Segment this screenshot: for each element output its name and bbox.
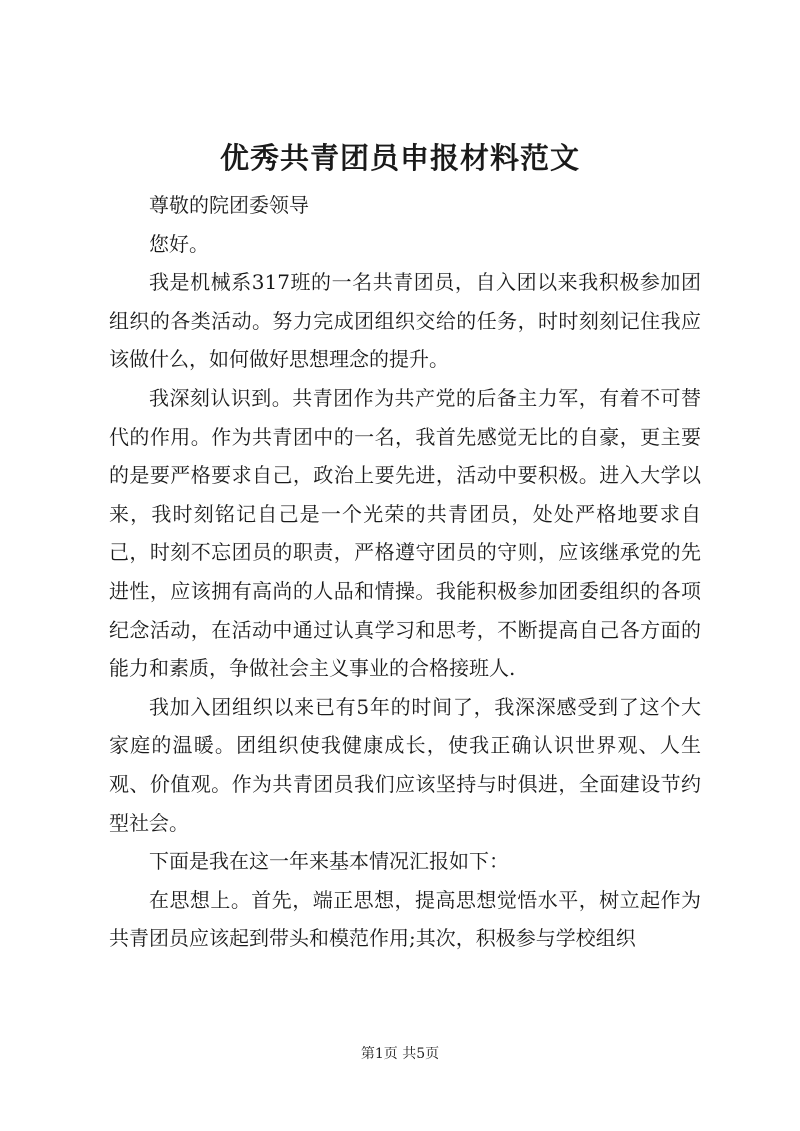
- salutation: 尊敬的院团委领导: [149, 193, 309, 217]
- paragraph-report-intro: 下面是我在这一年来基本情况汇报如下：: [149, 849, 509, 874]
- document-body: [109, 186, 701, 958]
- paragraph-intro: 我是机械系317班的一名共青团员，自入团以来我积极参加团组织的各类活动。努力完成团组织交给的任务，时时刻刻记住我应该做什么，如何做好思想理念的提升。: [109, 270, 701, 372]
- paragraph-understanding: 我深刻认识到。共青团作为共产党的后备主力军，有着不可替代的作用。作为共青团中的一名，我首先感觉无比的自豪，更主要的是要严格要求自己，政治上要先进，活动中要积极。进入大学以来，我时刻铭记自己是一个光荣的共青团员，处处严格地要求自己，时刻不忘团员的职责，严格遵守团员的守则，应该继承党的先进性，应该拥有高尚的人品和情操。我能积极参加团委组织的各项纪念活动，在活动中通过认真学习和思考，不断提高自己各方面的能力和素质，争做社会主义事业的合格接班人.: [109, 385, 701, 681]
- greeting: 您好。: [149, 231, 209, 256]
- page-number-footer: 第1页 共5页: [360, 1046, 440, 1062]
- paragraph-thought: 在思想上。首先，端正思想，提高思想觉悟水平，树立起作为共青团员应该起到带头和模范作用;其次，积极参与学校组织: [109, 887, 701, 951]
- paragraph-membership: 我加入团组织以来已有5年的时间了，我深深感受到了这个大家庭的温暖。团组织使我健康成长，使我正确认识世界观、人生观、价值观。作为共青团员我们应该坚持与时俱进，全面建设节约型社会。: [109, 694, 701, 835]
- document-title: 优秀共青团员申报材料范文: [219, 141, 580, 175]
